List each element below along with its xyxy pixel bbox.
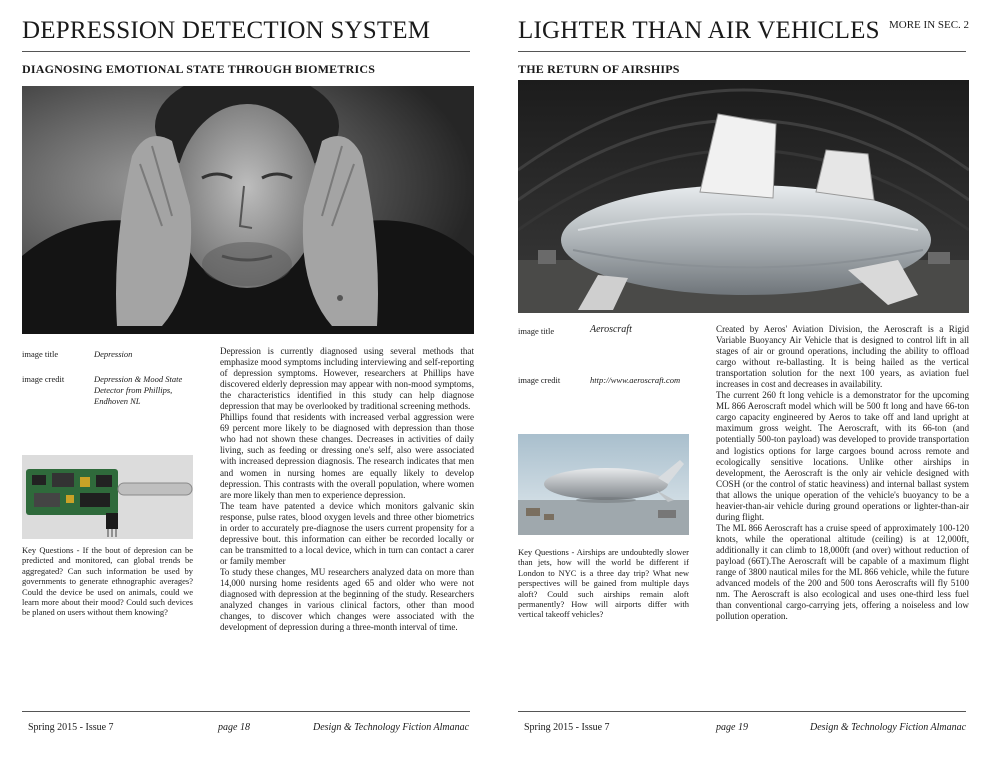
left-body-paragraph: The team have patented a device which monitors galvanic skin response, pulse rates, blood oxygen levels and three other biometrics in order to accurately pre-diagnose the users current propensity for a depressive bout. this information can either be recorded locally or can be transmitted to a local device, which in turn can contact a carer or family member [220,500,474,566]
depression-photo [22,86,474,334]
left-headline: DEPRESSION DETECTION SYSTEM [22,17,431,44]
right-key-questions: Key Questions - Airships are undoubtedly slower than jets, how will the world be different if London to NYC is a three day trip? What new perspectives will be gained from multiple days aloft? Could such airships remain aloft permanently? How will airports differ with vertical takeoff vehicles? [518,547,689,620]
right-image-credit-label: image credit [518,375,561,385]
left-headline-rule [22,51,470,52]
left-body-text [220,346,474,633]
airship-render-photo [518,434,689,535]
right-footer-page: page 19 [716,722,748,733]
right-headline-rule [518,51,966,52]
left-footer-issue: Spring 2015 - Issue 7 [28,722,114,733]
left-image-credit-value: Depression & Mood State Detector from Phillips, Endhoven NL [94,374,183,406]
left-image-title-label: image title [22,349,59,359]
left-image-credit-label: image credit [22,374,65,384]
right-body-paragraph: Created by Aeros' Aviation Division, the Aeroscraft is a Rigid Variable Buoyancy Air Vehicle that is designed to control lift in all stages of air or ground operations, including the ability to offload cargo without re-ballasting. It is being hailed as the vertical transportation solution for the next 100 years, as aviation fuel increases in cost and decreases in availability. [716,324,969,390]
right-footer-issue: Spring 2015 - Issue 7 [524,722,610,733]
more-in-section-link[interactable]: MORE IN SEC. 2 [889,19,970,31]
left-body-paragraph: To study these changes, MU researchers analyzed data on more than 14,000 nursing home residents aged 65 and older who were not diagnosed with depression at the beginning of the study. Researchers analyzed changes in various clinical factors, other than mood changes, to discover which changes were associated with the development of depression during a three-month interval of time. [220,566,474,633]
left-body-paragraph: Depression is currently diagnosed using several methods that emphasize mood symptoms including interviewing and self-reporting of depression symptoms. However, researchers at Phillips have discovered elderly depression may appear with non-mood symptoms, the characteristics identified in this study can help diagnose depression that may be overlooked by traditional screening methods. [220,346,474,412]
left-footer-rule [22,711,470,712]
left-key-questions: Key Questions - If the bout of depresion can be predicted and monitored, can global trends be aggregated? Can such information be used by governments to generate ethnographic averages? Could the device be used on animals, could we learn more about their mood? Could such devices be planed on users without them knowing? [22,545,193,618]
device-photo [22,455,193,539]
left-footer-title: Design & Technology Fiction Almanac [313,722,470,733]
right-body-paragraph: The current 260 ft long vehicle is a demonstrator for the upcoming ML 866 Aeroscraft model which will be 500 ft long and have 66-ton cargo capacity engineered by Aeros to take off and land upright at maximum gross weight. The Aeroscraft, with its 66-ton (and potentially 500-ton payload) was developed to provide transportation and logistics options for large cargoes bound across remote and ecologically sensitive locations. Unlike other airships in development, the Aeroscraft is the only air vehicle designed with COSH (or the control of static heaviness) and internal ballast system that allows the unique operation of the vehicle's buoyancy to be a heavier-than-air vehicle during ground operations or lighter-than-air during flight. [716,390,969,522]
right-image-title-label: image title [518,326,555,336]
right-page [496,0,993,768]
left-footer-page: page 18 [218,722,250,733]
right-headline: LIGHTER THAN AIR VEHICLES [518,17,880,44]
right-footer-rule [518,711,966,712]
left-body-paragraph: Phillips found that residents with increased verbal aggression were 69 percent more likely to be diagnosed with depression than those who had not shown these changes. Decreases in activities of daily living, such as feeding or dressing one's self, also were associated with increased depression diagnosis. The research indicates that men and women in nursing homes are equally likely to develop depression. This contrasts with the overall population, where women are more likely than men to experience depression. [220,412,474,500]
left-image-title-value: Depression [94,349,133,359]
right-image-title-value: Aeroscraft [590,324,632,335]
right-image-credit-value[interactable]: http://www.aeroscraft.com [590,375,681,385]
right-footer-title: Design & Technology Fiction Almanac [810,722,967,733]
left-subhead: DIAGNOSING EMOTIONAL STATE THROUGH BIOMETRICS [22,62,376,76]
right-body-paragraph: The ML 866 Aeroscraft has a cruise speed of approximately 100-120 knots, while the operational altitude (ceiling) is at 12,000ft, additionally it can climb to 18,000ft (and over) without reduction of payload (66T).The Aeroscraft will be capable of a maximum flight range of 3800 nautical miles for the ML 866 vehicle, while the future advanced models of the 200 and 500 tons Aeroscrafts will fly 5100 nm. The Aeroscraft is also ecological and uses one-third less fuel than conventional cargo-carrying jets, offering a noiseless and low pollution operation. [716,522,969,622]
left-page [0,0,496,768]
right-body-text [716,324,969,622]
airship-hangar-photo [518,80,969,313]
right-subhead: THE RETURN OF AIRSHIPS [518,62,680,76]
